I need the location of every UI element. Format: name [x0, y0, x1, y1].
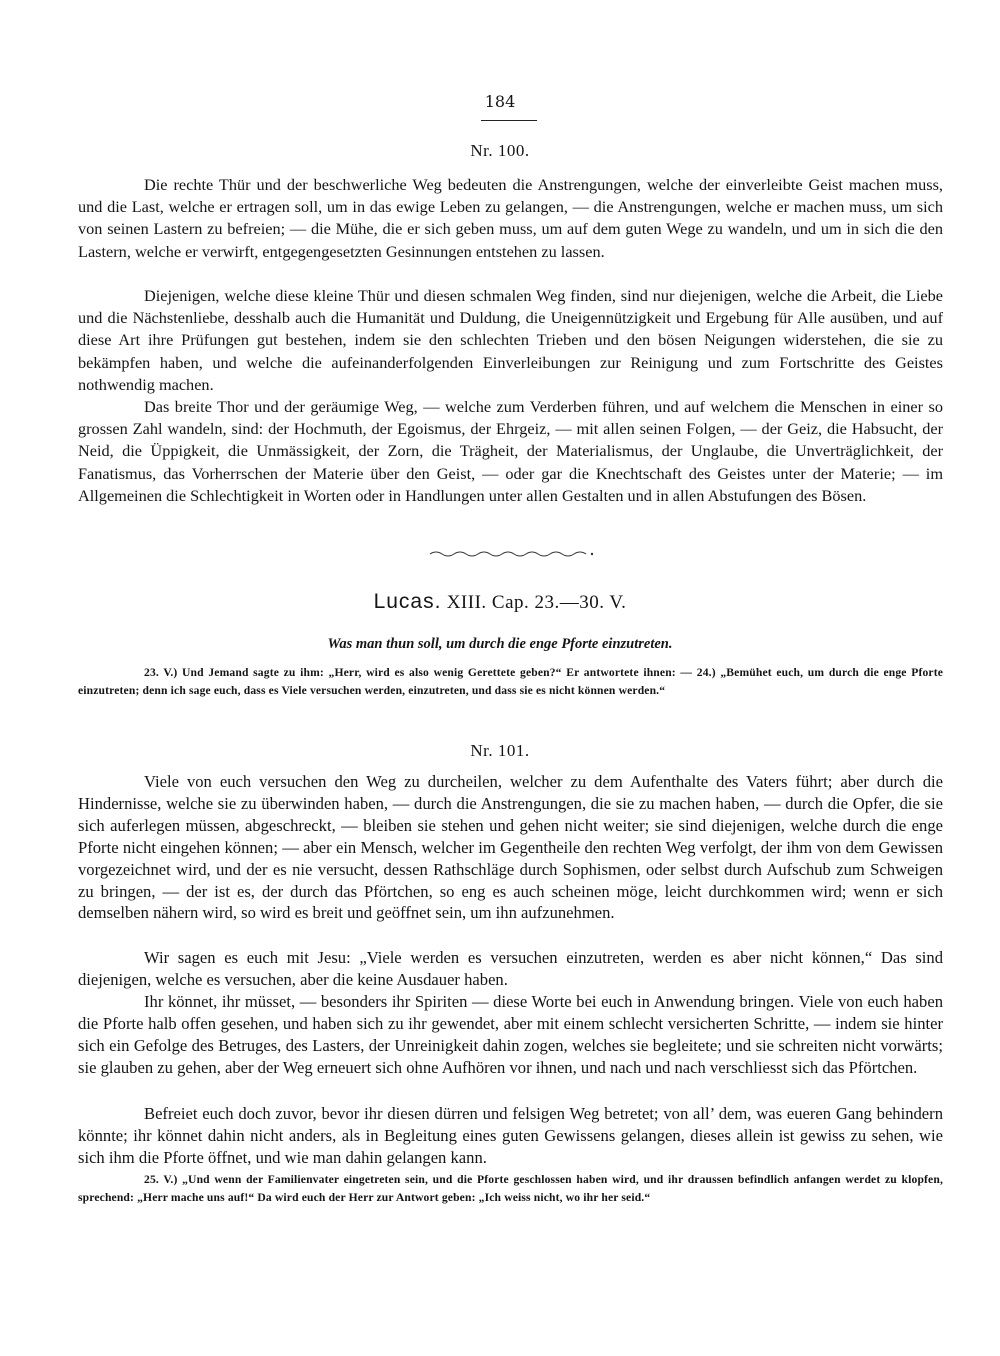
paragraph-101-4: Befreiet euch doch zuvor, bevor ihr diesen dürren und felsigen Weg betretet; von all’ dem, was eueren Gang behindern könnte; ihr könnet dahin nicht anders, als in Begleitung eines guten Gewissens gelangen, dieses allein ist gewiss zu sehen, wie sich ihm die Pforte öffnet, und wie man dahin gelangen kann.	[78, 1104, 943, 1167]
scripture-note-1: 23. V.) Und Jemand sagte zu ihm: „Herr, wird es also wenig Gerettete geben?“ Er antwortete ihnen: — 24.) „Bemühet euch, um durch die enge Pforte einzutreten; denn ich sage euch, dass es Viele versuchen werden, einzutreten, und dass sie es nicht können werden.“	[78, 666, 943, 697]
paragraph-101-1: Viele von euch versuchen den Weg zu durcheilen, welcher zu dem Aufenthalte des Vaters führt; aber durch die Hindernisse, welche sie zu überwinden haben, — durch die Anstrengungen, die sie zu machen haben, — durch die Opfer, die sie sich auferlegen müssen, abgeschreckt, — bleiben sie stehen und gehen nicht weiter; sie sind diejenigen, welche durch die enge Pforte nicht eingehen können; — aber ein Mensch, welcher im Gegentheile den rechten Weg verfolgt, der ihm von dem Gewissen vorgezeichnet wird, und der es nie versucht, dessen Rathschläge durch Sophismen, oder selbst durch Aufschub zum Schweigen zu bringen, — der ist es, der durch das Pförtchen, so eng es auch scheinen möge, leicht durchkommen wird; wenn er sich demselben nähern wird, so wird es breit und geöffnet sein, um ihn aufzunehmen.	[78, 772, 943, 923]
section-number-100: Nr. 100.	[470, 141, 530, 160]
heading-book: Lucas.	[373, 590, 442, 613]
chapter-subtitle: Was man thun soll, um durch die enge Pforte einzutreten.	[327, 636, 673, 652]
page-number: 184	[484, 92, 516, 111]
scripture-note-2: 25. V.) „Und wenn der Familienvater eingetreten sein, und die Pforte geschlossen haben wird, und ihr draussen befindlich anfangen werdet zu klopfen, sprechend: „Herr mache uns auf!“ Da wird euch der Herr zur Antwort geben: „Ich weiss nicht, wo ihr her seid.“	[78, 1173, 943, 1204]
paragraph-100-2: Diejenigen, welche diese kleine Thür und diesen schmalen Weg finden, sind nur diejenigen, welche die Arbeit, die Liebe und die Nächstenliebe, desshalb auch die Humanität und Duldung, die Uneigennützigkeit und Ergebung für Alle ausüben, und auf diese Art ihre Prüfungen gut bestehen, indem sie den schlechten Trieben und den bösen Neigungen widerstehen, die sie zu bekämpfen haben, und welche die aufeinanderfolgenden Einverleibungen zur Reinigung und zum Fortschritte des Geistes nothwendig machen.	[78, 286, 943, 394]
section-divider-ornament	[428, 549, 598, 559]
heading-reference: XIII. Cap. 23.—30. V.	[446, 592, 627, 613]
paragraph-101-3: Ihr könnet, ihr müsset, — besonders ihr Spiriten — diese Worte bei euch in Anwendung bringen. Viele von euch haben die Pforte halb offen gesehen, und haben sich zu ihr gewendet, aber mit einem schlecht versicherten Schritte, — indem sie hinter sich ein Gefolge des Betruges, des Lasters, der Unreinigkeit dahin zogen, welches sie begleitete; und sie schreiten nicht vorwärts; sie glauben zu gehen, aber der Weg erneuert sich ohne Aufhören vor ihnen, und nach und nach verschliesst sich das Pförtchen.	[78, 992, 943, 1077]
paragraph-101-2: Wir sagen es euch mit Jesu: „Viele werden es versuchen einzutreten, werden es aber nicht können,“ Das sind diejenigen, welche es versuchen, aber die keine Ausdauer haben.	[78, 948, 943, 989]
page-number-rule	[481, 120, 537, 121]
paragraph-100-3: Das breite Thor und der geräumige Weg, — welche zum Verderben führen, und auf welchem die Menschen in einer so grossen Zahl wandeln, sind: der Hochmuth, der Egoismus, der Ehrgeiz, — mit allen seinen Folgen, — der Geiz, die Habsucht, der Neid, die Üppigkeit, die Unmässigkeit, der Zorn, die Trägheit, der Materialismus, der Unglaube, die Unverträglichkeit, der Fanatismus, das Vorherrschen der Materie über den Geist, — oder gar die Knechtschaft des Geistes unter der Materie; — im Allgemeinen die Schlechtigkeit in Worten oder in Handlungen unter allen Gestalten und in allen Abstufungen des Bösen.	[78, 397, 943, 505]
chapter-heading	[0, 590, 1000, 614]
section-number-101: Nr. 101.	[470, 741, 530, 760]
paragraph-100-1: Die rechte Thür und der beschwerliche Weg bedeuten die Anstrengungen, welche der einverleibte Geist machen muss, und die Last, welche er ertragen soll, um in das ewige Leben zu gelangen, — die Anstrengungen, welche er machen muss, um sich von seinen Lastern zu befreien; — die Mühe, die er sich geben muss, um auf dem guten Wege zu wandeln, und um in sich die den Lastern, welche er verwirft, entgegengesetzten Gesinnungen entstehen zu lassen.	[78, 175, 943, 261]
